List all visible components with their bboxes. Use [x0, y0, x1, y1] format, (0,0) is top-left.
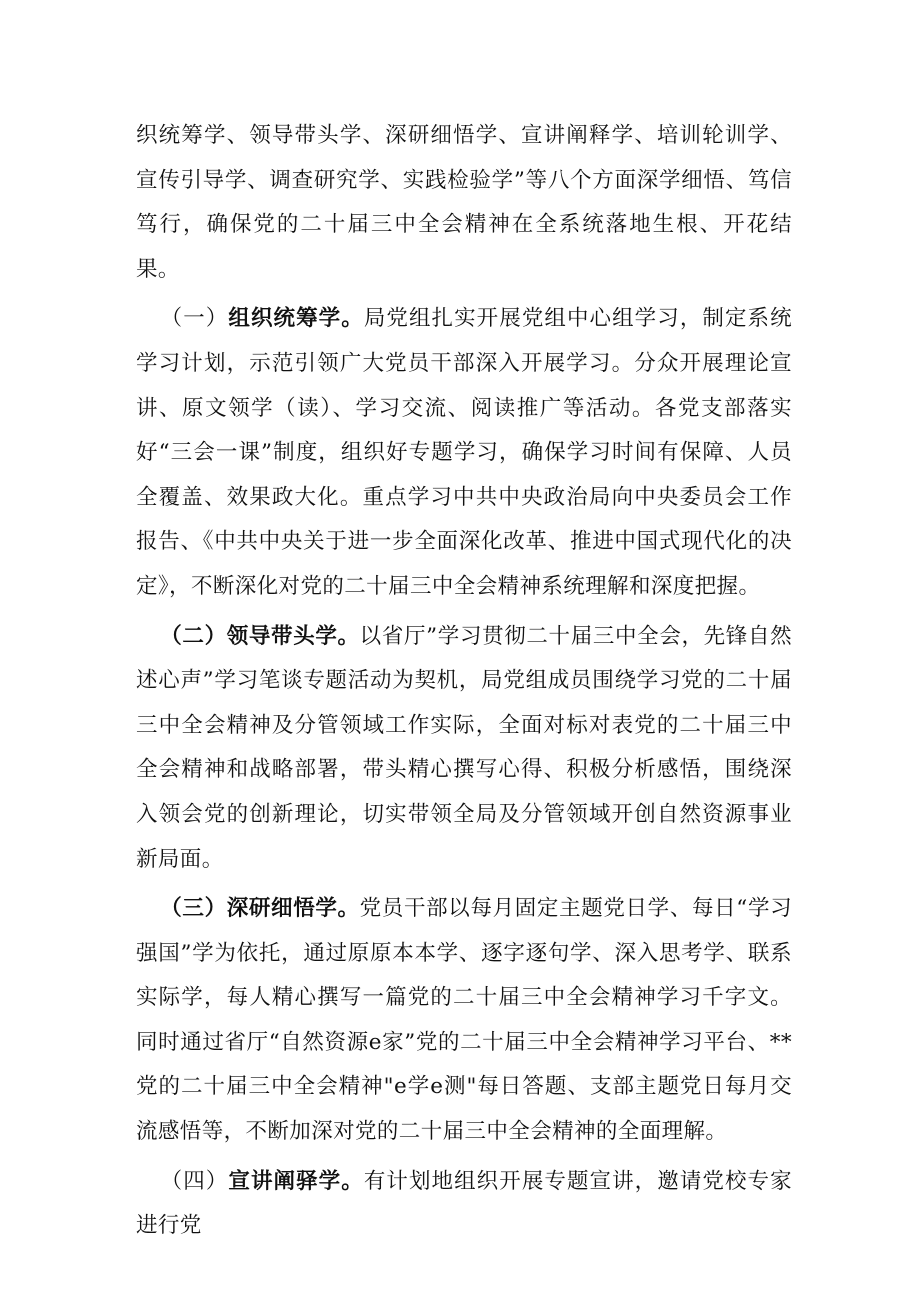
paragraph-text: 以省厅”学习贯彻二十届三中全会，先锋自然述心声”学习笔谈专题活动为契机，局党组成员围绕学习党的二十届三中全会精神及分管领域工作实际，全面对标对表党的二十届三中全会精神和战略部署，带头精心撰写心得、积极分析感悟，围绕深入领会党的创新理论，切实带领全局及分管领域开创自然资源事业新局面。	[136, 623, 793, 872]
section-number: （三）	[160, 896, 227, 922]
paragraph-intro	[136, 114, 792, 292]
paragraph-text: 局党组扎实开展党组中心组学习，制定系统学习计划，示范引领广大党员干部深入开展学习。分众开展理论宣讲、原文领学（读）、学习交流、阅读推广等活动。各党支部落实好“三会一课”制度，组织好专题学习，确保学习时间有保障、人员全覆盖、效果政大化。重点学习中共中央政治局向中央委员会工作报告、《中共中央关于进一步全面深化改革、推进中国式现代化的决定》，不断深化对党的二十届三中全会精神系统理解和深度把握。	[136, 306, 793, 599]
document-body	[136, 114, 792, 1249]
paragraph-text: 织统筹学、领导带头学、深研细悟学、宣讲阐释学、培训轮训学、宣传引导学、调查研究学、实践检验学”等八个方面深学细悟、笃信笃行，确保党的二十届三中全会精神在全系统落地生根、开花结果。	[136, 123, 792, 282]
paragraph-section-2	[136, 615, 792, 883]
section-heading: 领导带头学。	[226, 623, 360, 649]
section-number: （一）	[160, 306, 229, 332]
section-heading: 深研细悟学。	[226, 896, 360, 922]
paragraph-text: 有计划地组织开展专题宣讲，邀请党校专家进行党	[136, 1168, 793, 1239]
paragraph-section-3	[136, 887, 792, 1155]
paragraph-section-1	[136, 297, 792, 609]
section-number: （二）	[160, 623, 227, 649]
paragraph-section-4	[136, 1160, 792, 1249]
section-heading: 宣讲阐驿学。	[228, 1168, 364, 1194]
section-heading: 组织统筹学。	[228, 306, 364, 332]
paragraph-text: 党员干部以每月固定主题党日学、每日“学习强国”学为依托，通过原原本本学、逐字逐句学、深入思考学、联系实际学，每人精心撰写一篇党的二十届三中全会精神学习千字文。同时通过省厅“自然资源e家”党的二十届三中全会精神学习平台、**党的二十届三中全会精神"e学e测"每日答题、支部主题党日每月交流感悟等，不断加深对党的二十届三中全会精神的全面理解。	[136, 896, 793, 1145]
section-number: （四）	[160, 1168, 229, 1194]
